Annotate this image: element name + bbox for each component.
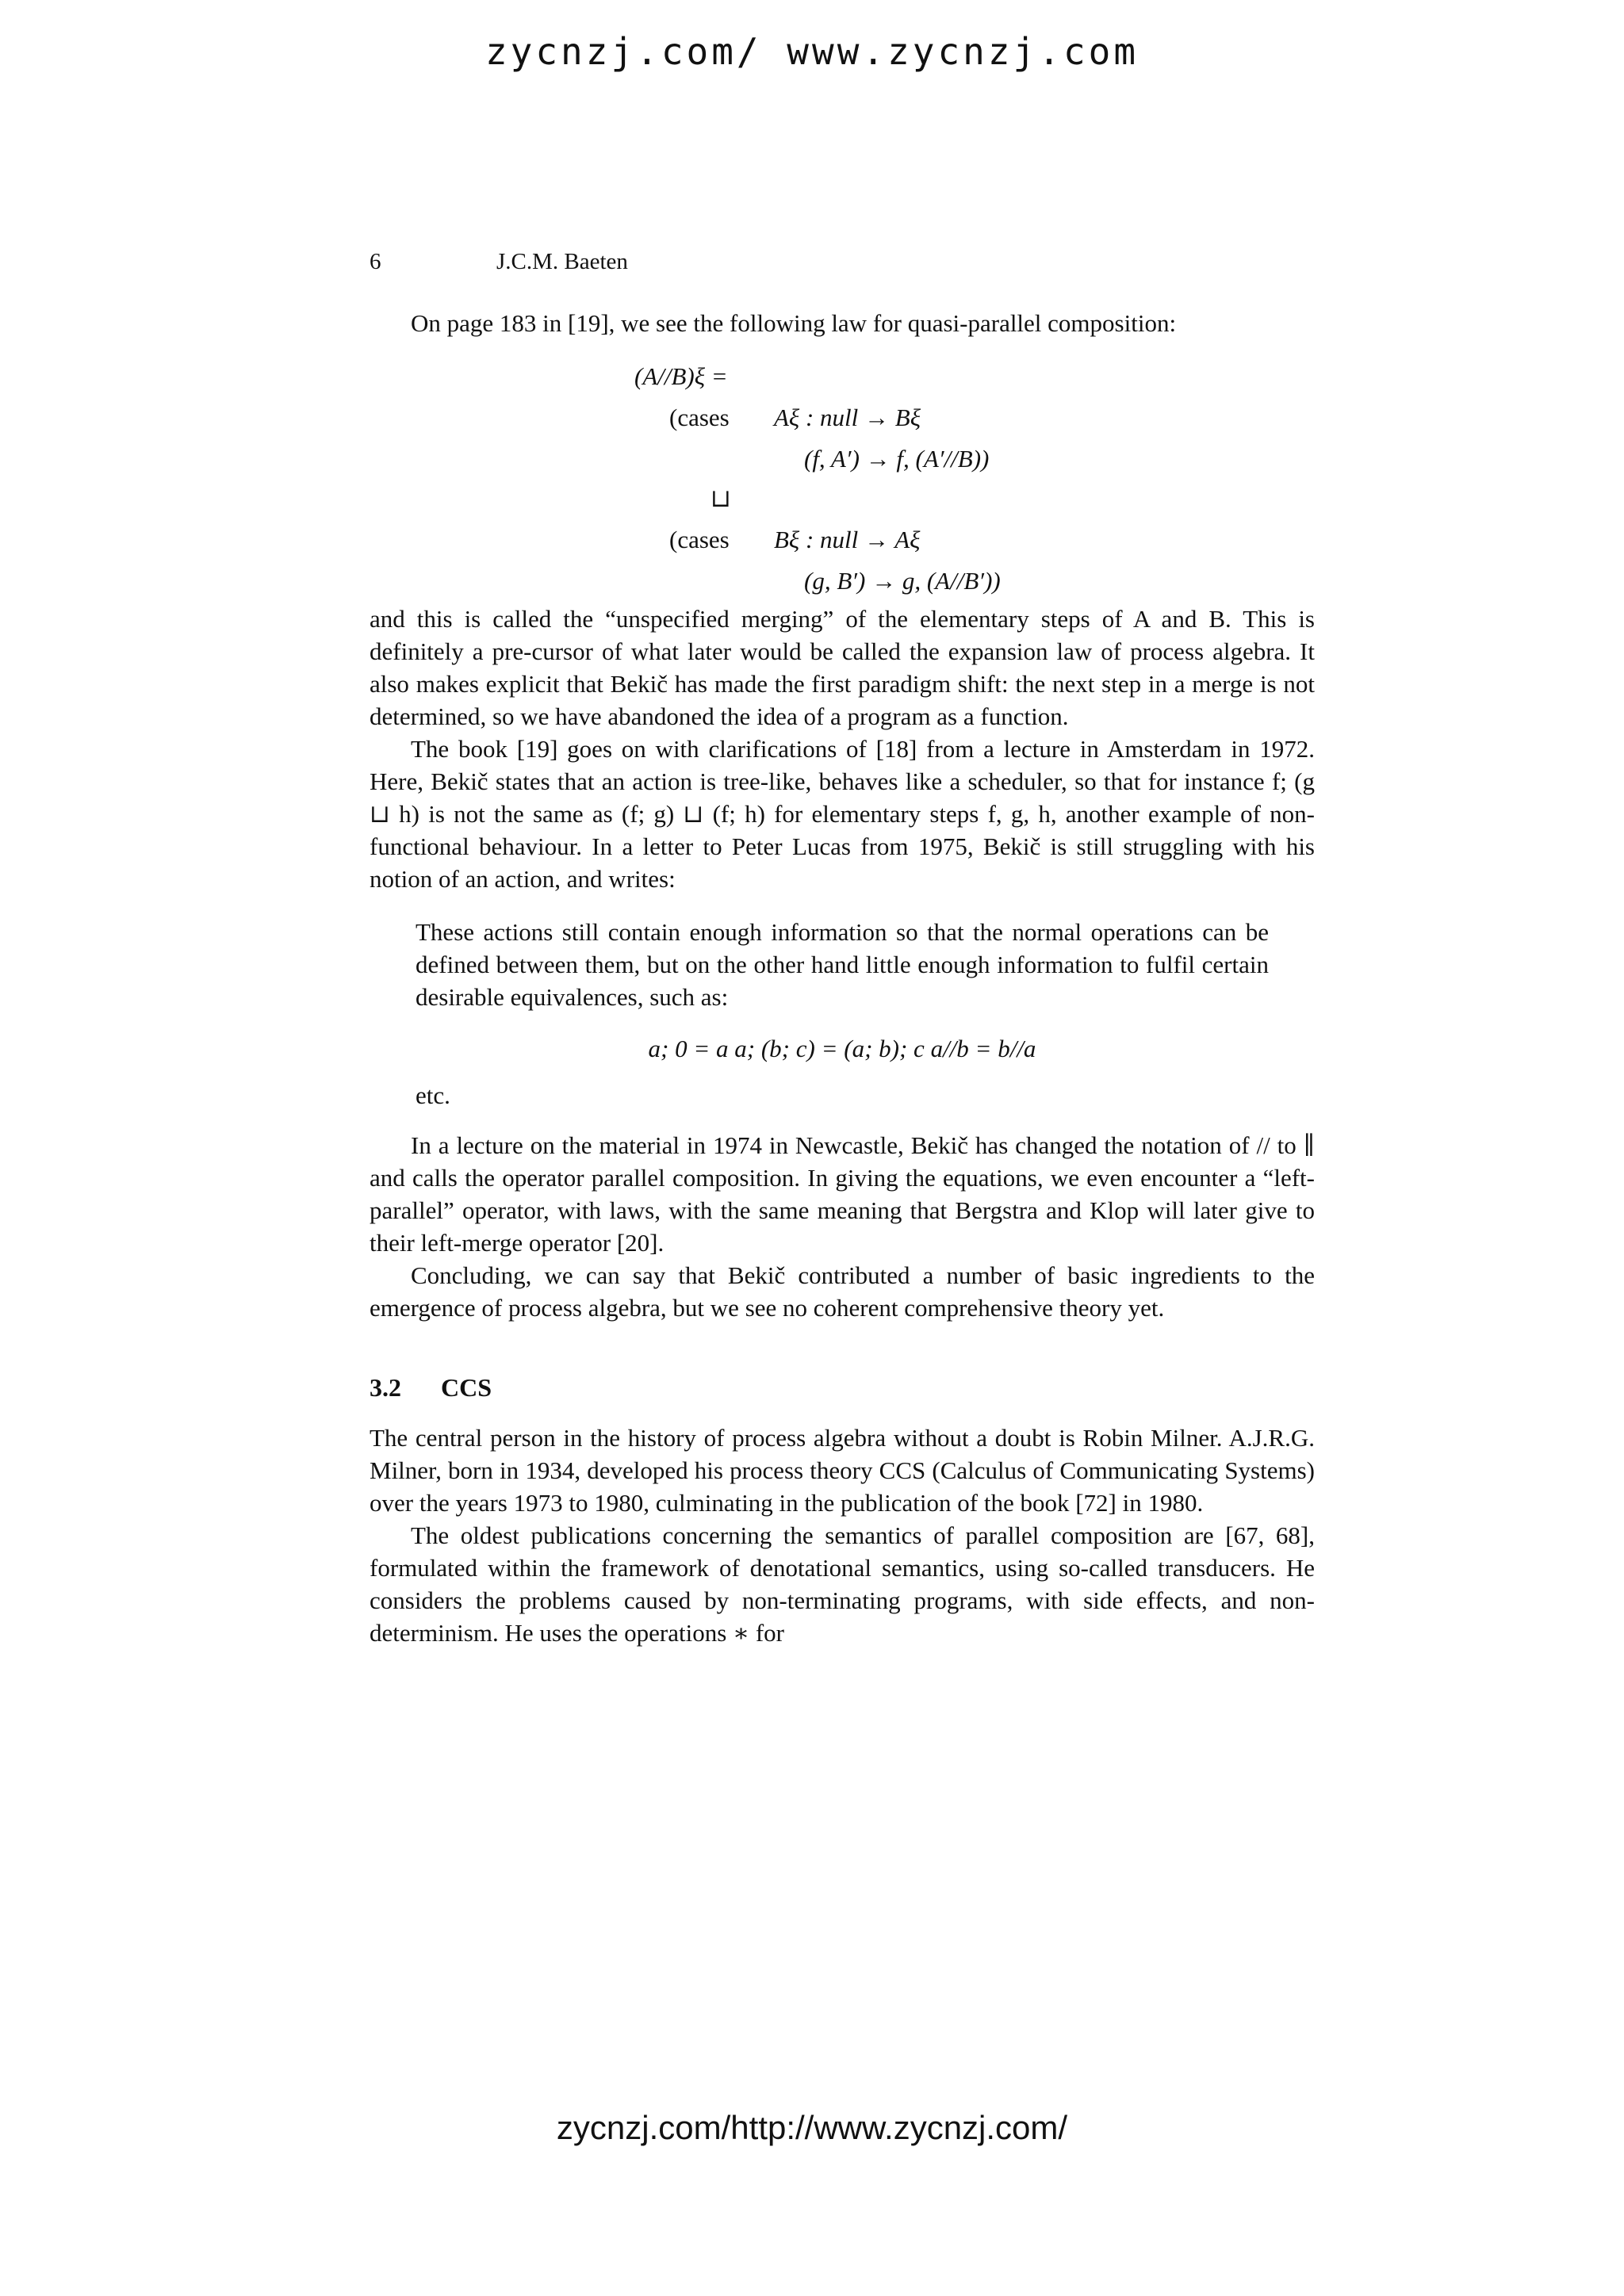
quote-equation: a; 0 = a a; (b; c) = (a; b); c a//b = b//a	[648, 1035, 1036, 1062]
section-heading	[370, 1372, 1315, 1404]
paragraph-milner: The central person in the history of process algebra without a doubt is Robin Milner. A.J.R.G. Milner, born in 1934, developed his process theory CCS (Calculus of Communicating Systems) over the years 1973 to 1980, culminating in the publication of the book [72] in 1980.	[370, 1424, 1315, 1517]
section-number: 3.2	[370, 1373, 401, 1402]
top-watermark: zycnzj.com/ www.zycnzj.com	[485, 30, 1139, 73]
block-quote	[416, 916, 1269, 1112]
display-equation	[370, 349, 1315, 595]
paragraph-book-19: The book [19] goes on with clarifications of [18] from a lecture in Amsterdam in 1972. Here, Bekič states that an action is tree-like, behaves like a scheduler, so that for instance f; (g ⊔ h) is not the same as (f; g) ⊔ (f; h) for elementary steps f, g, h, another example of non-functional behaviour. In a letter to Peter Lucas from 1975, Bekič is still struggling with his notion of an action, and writes:	[370, 735, 1315, 893]
eq-cases1-keyword: (cases	[669, 404, 730, 431]
intro-paragraph: On page 183 in [19], we see the following law for quasi-parallel composition:	[411, 309, 1177, 337]
eq-lhs: (A//B)ξ =	[634, 362, 728, 390]
eq-cases2-second: (g, B′) → g, (A//B′))	[804, 567, 1001, 595]
paragraph-unspecified-merging: and this is called the “unspecified merging” of the elementary steps of A and B. This is definitely a pre-cursor of what later would be called the expansion law of process algebra. It also makes explicit that Bekič has made the first paradigm shift: the next step in a merge is not determined, so we have abandoned the idea of a program as a function.	[370, 605, 1315, 730]
eq-join-symbol: ⊔	[710, 484, 731, 512]
section-title: CCS	[441, 1373, 492, 1402]
paragraph-oldest-publications: The oldest publications concerning the semantics of parallel composition are [67, 68], formulated within the framework of denotational semantics, using so-called transducers. He considers the problems caused by non-terminating programs, with side effects, and non-determinism. He uses the operations ∗ for	[370, 1521, 1315, 1647]
bottom-watermark: zycnzj.com/http://www.zycnzj.com/	[556, 2109, 1068, 2146]
eq-cases1-second: (f, A′) → f, (A′//B))	[804, 445, 990, 473]
quote-etc: etc.	[416, 1081, 450, 1109]
author-name: J.C.M. Baeten	[496, 249, 628, 274]
eq-cases1-first: Aξ : null → Bξ	[774, 404, 921, 431]
eq-cases2-first: Bξ : null → Aξ	[774, 526, 921, 553]
running-head	[370, 246, 1315, 278]
quote-text: These actions still contain enough information so that the normal operations can be defined between them, but on the other hand little enough information to fulfil certain desirable equivalences, such as:	[416, 918, 1269, 1011]
paper-page	[370, 246, 1315, 1649]
paragraph-newcastle-lecture: In a lecture on the material in 1974 in Newcastle, Bekič has changed the notation of // to ∥ and calls the operator parallel composition. In giving the equations, we even encounter a “left-parallel” operator, with laws, with the same meaning that Bergstra and Klop will later give to their left-merge operator [20].	[370, 1131, 1315, 1257]
page-number: 6	[370, 249, 381, 274]
eq-cases2-keyword: (cases	[669, 526, 730, 553]
paragraph-concluding: Concluding, we can say that Bekič contributed a number of basic ingredients to the emergence of process algebra, but we see no coherent comprehensive theory yet.	[370, 1261, 1315, 1322]
